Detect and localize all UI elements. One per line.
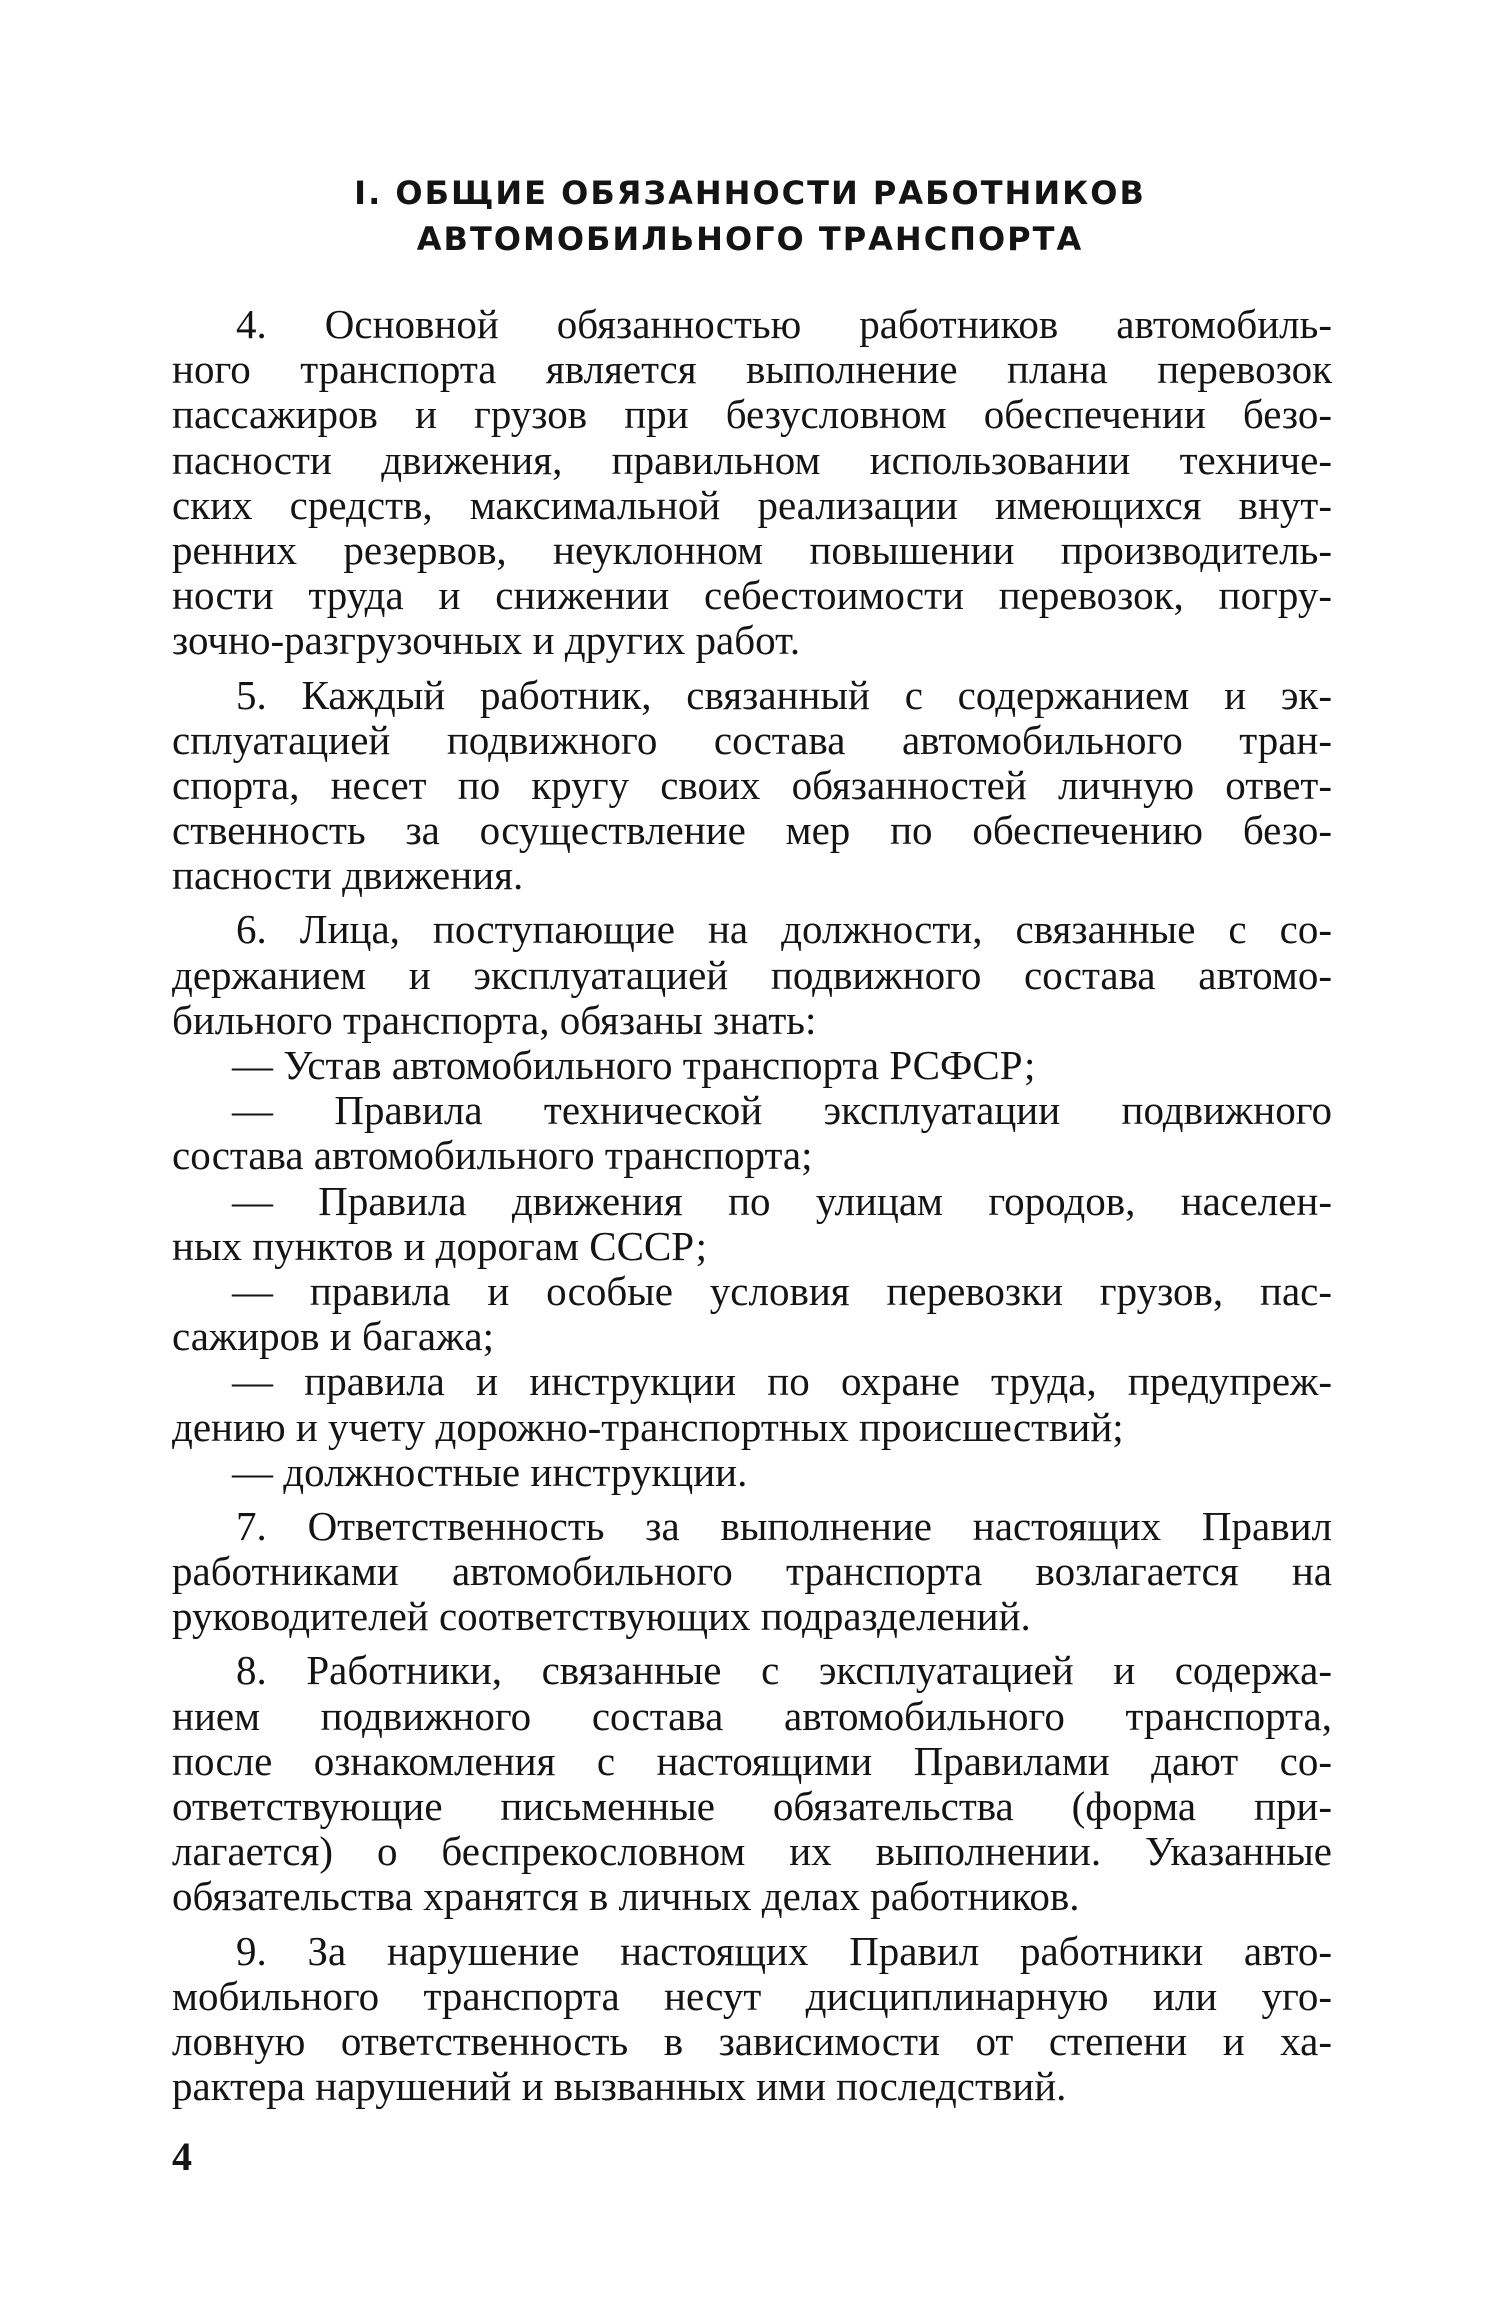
list-item: — должностные инструкции. — [232, 1448, 748, 1495]
text-line: обязательства хранятся в личных делах работников. — [172, 1873, 1080, 1920]
paragraph-6 — [172, 907, 1332, 1494]
section-title-line-2: АВТОМОБИЛЬНОГО ТРАНСПОРТА — [416, 220, 1084, 258]
text-line: пасности движения, правильном использовании техниче- — [172, 436, 1332, 483]
paragraph-5 — [172, 673, 1332, 899]
list-item-continuation: ных пунктов и дорогам СССР; — [172, 1222, 708, 1269]
text-line: спорта, несет по кругу своих обязанностей личную ответ- — [172, 761, 1332, 808]
text-line: 4. Основной обязанностью работников автомобиль- — [236, 301, 1332, 347]
list-item: — Устав автомобильного транспорта РСФСР; — [232, 1042, 1036, 1088]
text-line: 6. Лица, поступающие на должности, связанные с со- — [236, 906, 1332, 953]
text-line: пасности движения. — [172, 852, 524, 899]
list-item: — правила и инструкции по охране труда, предупреж- — [232, 1358, 1332, 1405]
body-text — [172, 302, 1332, 2109]
list-item-continuation: сажиров и багажа; — [172, 1313, 494, 1360]
text-line: ренних резервов, неуклонном повышении производитель- — [172, 526, 1332, 573]
text-line: ских средств, максимальной реализации имеющихся внут- — [172, 481, 1332, 528]
text-line: ственность за осуществление мер по обеспечению безо- — [172, 807, 1332, 854]
page-number: 4 — [172, 2134, 192, 2179]
text-line: мобильного транспорта несут дисциплинарную или уго- — [172, 1972, 1332, 2019]
text-line: держанием и эксплуатацией подвижного состава автомо- — [172, 951, 1332, 998]
text-line: 9. За нарушение настоящих Правил работники авто- — [236, 1927, 1332, 1974]
text-line: сплуатацией подвижного состава автомобильного тран- — [172, 716, 1332, 763]
list-item-continuation: дению и учету дорожно-транспортных происшествий; — [172, 1403, 1124, 1450]
paragraph-8 — [172, 1648, 1332, 1919]
text-line: лагается) о беспрекословном их выполнении. Указанные — [172, 1828, 1332, 1875]
list-item: — правила и особые условия перевозки грузов, пас- — [232, 1267, 1332, 1314]
paragraph-4 — [172, 302, 1332, 664]
list-item: — Правила технической эксплуатации подвижного — [232, 1087, 1332, 1134]
text-line: работниками автомобильного транспорта возлагается на — [172, 1548, 1332, 1595]
text-line: пассажиров и грузов при безусловном обеспечении безо- — [172, 391, 1332, 438]
text-line: нием подвижного состава автомобильного транспорта, — [172, 1692, 1332, 1739]
paragraph-9 — [172, 1929, 1332, 2110]
text-line: 5. Каждый работник, связанный с содержанием и эк- — [236, 671, 1332, 718]
section-title-line-1: I. ОБЩИЕ ОБЯЗАННОСТИ РАБОТНИКОВ — [354, 174, 1146, 212]
text-line: рактера нарушений и вызванных ими последствий. — [172, 2063, 1067, 2110]
list-item: — Правила движения по улицам городов, населен- — [232, 1177, 1332, 1224]
text-line: бильного транспорта, обязаны знать: — [172, 996, 817, 1043]
text-line: после ознакомления с настоящими Правилами дают со- — [172, 1737, 1332, 1784]
text-line: руководителей соответствующих подразделений. — [172, 1593, 1031, 1640]
text-line: зочно-разгрузочных и других работ. — [172, 617, 801, 664]
text-line: 7. Ответственность за выполнение настоящих Правил — [236, 1502, 1332, 1549]
text-line: ловную ответственность в зависимости от степени и ха- — [172, 2017, 1332, 2064]
text-line: ности труда и снижении себестоимости перевозок, погру- — [172, 572, 1332, 619]
requirements-list — [172, 1043, 1332, 1495]
text-line: ответствующие письменные обязательства (форма при- — [172, 1783, 1332, 1829]
list-item-continuation: состава автомобильного транспорта; — [172, 1132, 813, 1179]
text-line: ного транспорта является выполнение плана перевозок — [172, 346, 1332, 393]
text-line: 8. Работники, связанные с эксплуатацией и содержа- — [236, 1647, 1332, 1694]
paragraph-7 — [172, 1504, 1332, 1640]
